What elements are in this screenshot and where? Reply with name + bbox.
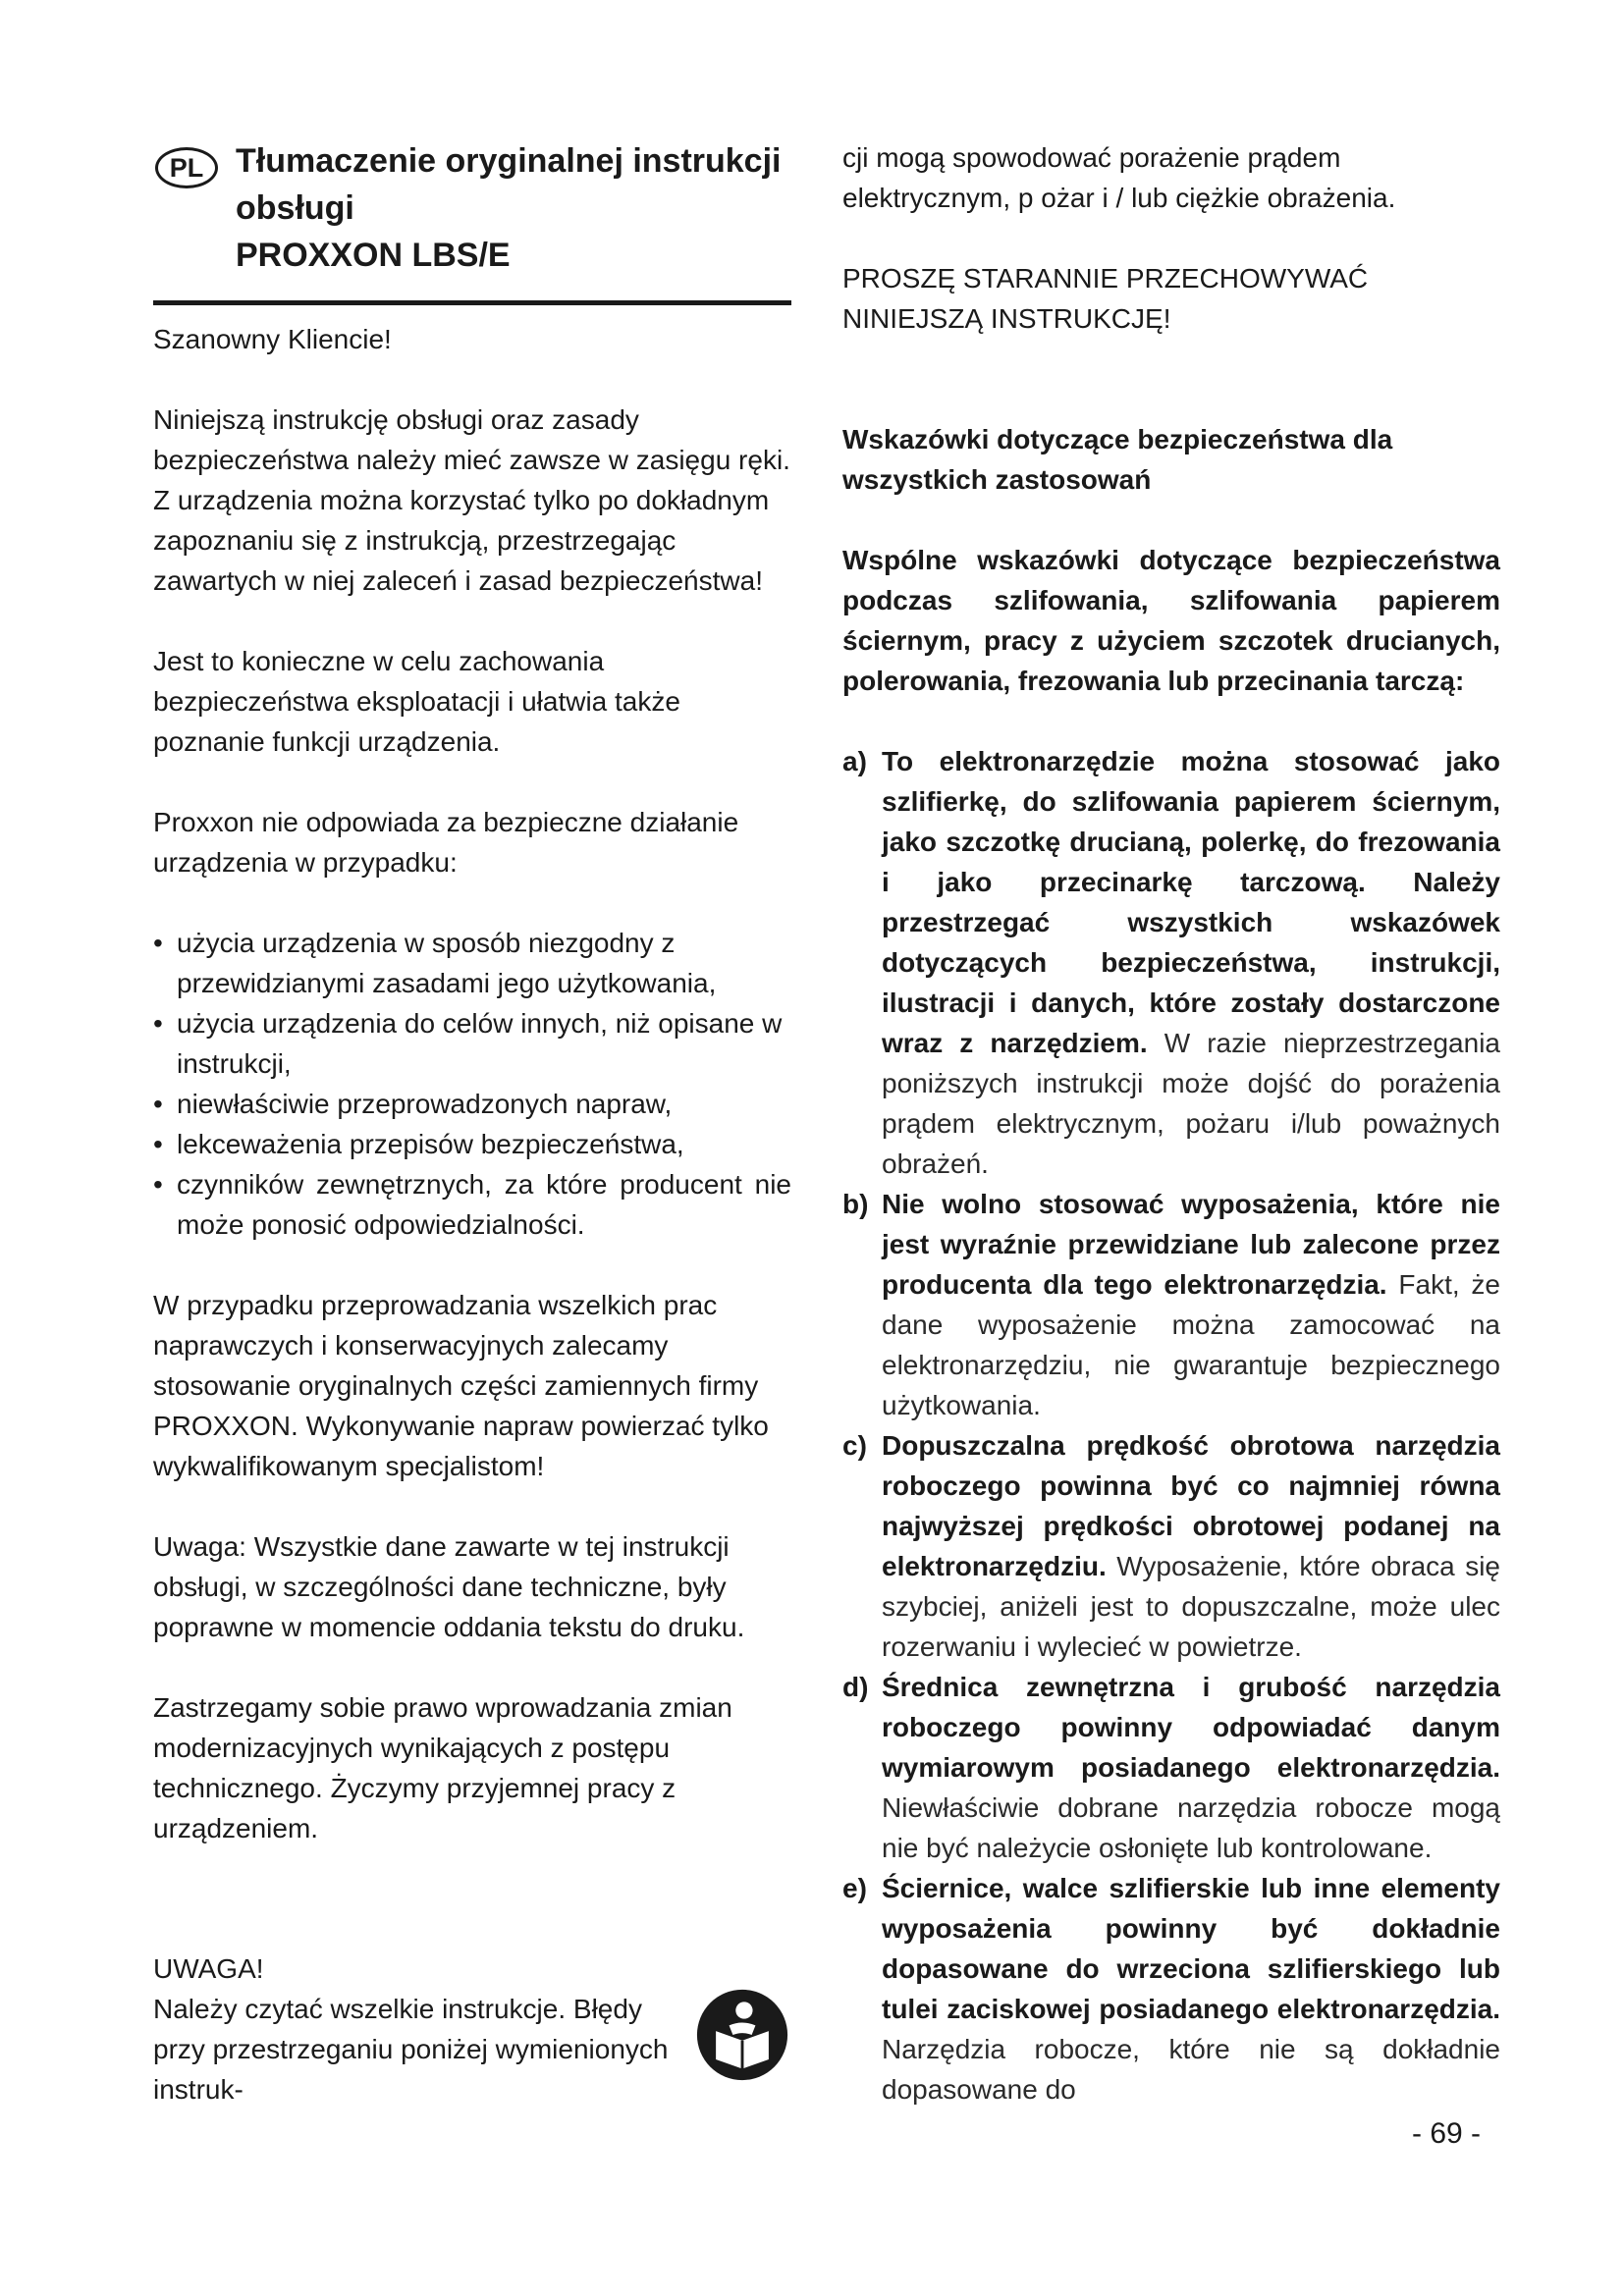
note-paragraph: Uwaga: Wszystkie dane zawarte w tej instrukcji obsługi, w szczególności dane techniczne, były poprawne w momencie oddania tekstu do druku. [153,1531,745,1642]
warning-title: UWAGA! [153,1953,264,1984]
document-header [153,137,791,279]
item-letter: b) [842,1189,869,1219]
item-letter: e) [842,1873,867,1903]
greeting: Szanowny Kliencie! [153,324,392,354]
repair-paragraph: W przypadku przeprowadzania wszelkich prac naprawczych i konserwacyjnych zalecamy stosowanie oryginalnych części zamiennych firmy PROXXON. Wykonywanie napraw powierzać tylko wykwalifikowanym specjalistom! [153,1290,769,1481]
title-line-2: obsługi [236,189,354,227]
item-text: W razie nieprzestrzegania poniższych instrukcji może dojść do porażenia prądem elektrycznym, pożaru i/lub poważnych obrażeń. [882,1028,1500,1179]
list-item [842,1868,1500,2109]
warning-block [153,1929,791,2109]
list-item: • czynników zewnętrznych, za które producent nie może ponosić odpowiedzialności. [153,1164,791,1245]
subsection-title: Wspólne wskazówki dotyczące bezpieczeństwa podczas szlifowania, szlifowania papierem ściernym, pracy z użyciem szczotek drucianych, polerowania, frezowania lub przecinania tarczą: [842,545,1500,696]
list-item [842,1667,1500,1868]
title-rule [153,300,791,305]
item-lead: Średnica zewnętrzna i grubość narzędzia roboczego powinny odpowiadać danym wymiarowym posiadanego elektronarzędzia. [882,1672,1500,1783]
intro-paragraph-cont: Z urządzenia można korzystać tylko po dokładnym zapoznaniu się z instrukcją, przestrzegając zawartych w niej zaleceń i zasad bezpieczeństwa! [153,485,770,596]
language-badge: PL [155,147,218,188]
list-item: • niewłaściwie przeprowadzonych napraw, [153,1084,791,1124]
continued-text: cji mogą spowodować porażenie prądem elektrycznym, p ożar i / lub ciężkie obrażenia. [842,142,1396,213]
list-item: • użycia urządzenia w sposób niezgodny z przewidzianymi zasadami jego użytkowania, [153,923,791,1003]
liability-list [153,923,791,1245]
list-item [842,1425,1500,1667]
item-text: Niewłaściwie dobrane narzędzia robocze mogą nie być należycie osłonięte lub kontrolowane. [882,1792,1500,1863]
left-column [153,137,791,2109]
changes-paragraph: Zastrzegamy sobie prawo wprowadzania zmian modernizacyjnych wynikających z postępu technicznego. Życzymy przyjemnej pracy z urządzeniem. [153,1692,732,1843]
item-letter: a) [842,746,867,776]
purpose-paragraph: Jest to konieczne w celu zachowania bezpieczeństwa eksploatacji i ułatwia także poznanie funkcji urządzenia. [153,646,680,757]
item-lead: Dopuszczalna prędkość obrotowa narzędzia roboczego powinna być co najmniej równa najwyższej prędkości obrotowej podanej na elektronarzędziu. [882,1430,1500,1581]
list-item [842,741,1500,1184]
title-line-3: PROXXON LBS/E [236,237,511,274]
item-letter: c) [842,1430,867,1461]
title-line-1: Tłumaczenie oryginalnej instrukcji [236,142,782,180]
item-text: Fakt, że dane wyposażenie można zamocować na elektronarzędziu, nie gwarantuje bezpiecznego użytkowania. [882,1269,1500,1420]
list-item: • użycia urządzenia do celów innych, niż opisane w instrukcji, [153,1003,791,1084]
item-lead: Nie wolno stosować wyposażenia, które nie jest wyraźnie przewidziane lub zalecone przez producenta dla tego elektronarzędzia. [882,1189,1500,1300]
list-item [842,1184,1500,1425]
item-letter: d) [842,1672,869,1702]
section-title: Wskazówki dotyczące bezpieczeństwa dla wszystkich zastosowań [842,424,1393,495]
right-column [842,137,1500,2109]
keep-instructions-text: PROSZĘ STARANNIE PRZECHOWYWAĆ NINIEJSZĄ INSTRUKCJĘ! [842,263,1369,334]
read-manual-icon [695,1988,789,2082]
item-text: Narzędzia robocze, które nie są dokładnie dopasowane do [882,2034,1500,2105]
page-number: - 69 - [1412,2117,1482,2150]
item-lead: To elektronarzędzie można stosować jako szlifierkę, do szlifowania papierem ściernym, jako szczotkę drucianą, polerkę, do frezowania i jako przecinarkę tarczową. Należy przestrzegać wszystkich wskazówek dotyczących bezpieczeństwa, instrukcji, ilustracji i danych, które zostały dostarczone wraz z narzędziem. [882,746,1500,1058]
warning-text: Należy czytać wszelkie instrukcje. Błędy przy przestrzeganiu poniżej wymienionych instruk- [153,1994,669,2105]
list-item: • lekceważenia przepisów bezpieczeństwa, [153,1124,791,1164]
item-text: Wyposażenie, które obraca się szybciej, aniżeli jest to dopuszczalne, może ulec rozerwaniu i wylecieć w powietrze. [882,1551,1500,1662]
intro-paragraph: Niniejszą instrukcję obsługi oraz zasady bezpieczeństwa należy mieć zawsze w zasięgu ręki. [153,404,790,475]
liability-paragraph: Proxxon nie odpowiada za bezpieczne działanie urządzenia w przypadku: [153,807,739,878]
safety-items-list [842,741,1500,2109]
item-lead: Ściernice, walce szlifierskie lub inne elementy wyposażenia powinny być dokładnie dopasowane do wrzeciona szlifierskiego lub tulei zaciskowej posiadanego elektronarzędzia. [882,1873,1500,2024]
